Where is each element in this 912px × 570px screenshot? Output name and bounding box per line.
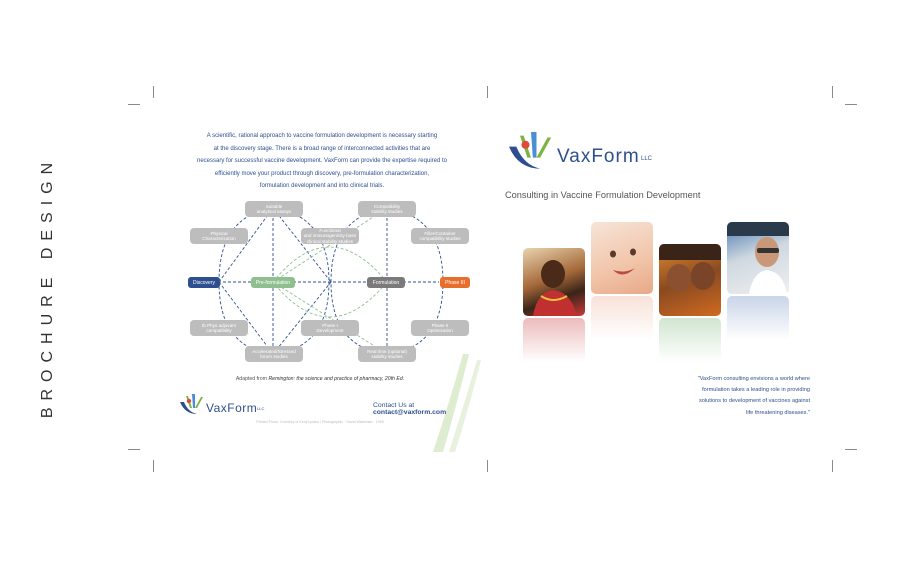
brochure-subtitle: Consulting in Vaccine Formulation Development (505, 190, 701, 200)
contact-email[interactable]: contact@vaxform.com (373, 409, 447, 416)
intro-line: efficiently move your product through discovery, pre-formulation characterization, (214, 170, 430, 177)
indian-children-photo (659, 244, 721, 316)
scientist-face-icon (727, 222, 789, 294)
child-face-icon (523, 248, 585, 316)
intro-line: necessary for successful vaccine development. VaxForm can provide the expertise required to (196, 158, 447, 165)
children-faces-icon (659, 244, 721, 316)
pill-compatibility-stability: Compatibility stability studies (358, 201, 416, 217)
vaxform-logo-small (179, 393, 269, 419)
pill-filler-container: Filler/Container compatibility studies (411, 228, 469, 244)
crop-mark (128, 449, 140, 450)
pill-physical-characterization: Physical Characterization (190, 228, 248, 244)
african-child-photo (523, 248, 585, 316)
photo-strip (523, 222, 813, 362)
pill-functional-stability: Functional and immunogenicity-base clinical stability studies (301, 228, 359, 244)
pill-adjuvant-compat: Ib Phys adjuvant compatibility (190, 320, 248, 336)
pill-accelerated-stability: Accelerated/Stressed forum studies (245, 346, 303, 362)
photo-reflection (523, 318, 585, 362)
intro-line: formulation development and into clinical trials. (259, 183, 385, 190)
node-preformulation: Pre-formulation (251, 277, 295, 288)
brochure-back-page (153, 104, 487, 456)
pill-phase2: Phase II Optimization (411, 320, 469, 336)
intro-line: A scientific, rational approach to vaccine formulation development is necessary starting (206, 133, 438, 139)
adapted-title: Remington: the science and practice of pharmacy, 20th Ed. (268, 376, 405, 382)
photo-reflection (659, 318, 721, 362)
contact-line (373, 402, 487, 416)
crop-mark (487, 460, 488, 472)
vaxform-logo-suffix: LLC (257, 406, 265, 411)
quote-line: solutions to development of vaccines against (698, 398, 810, 405)
pill-phase1: Phase I Development (301, 320, 359, 336)
vaxform-logo-text: VaxForm (557, 146, 640, 167)
pill-suitable-analytical: Suitable analytical assays (245, 201, 303, 217)
adapted-citation (153, 376, 487, 382)
crop-mark (845, 104, 857, 105)
crop-mark (153, 86, 154, 98)
scientist-photo (727, 222, 789, 294)
crop-mark (128, 104, 140, 105)
vaxform-mark-icon (507, 132, 555, 176)
intro-line: at the discovery stage. There is a broad range of interconnected activities that are (213, 145, 431, 152)
vision-quote (660, 374, 810, 419)
photo-credit: Printed Photo: Courtesy of Kenji Iyoaku / Photographic · David Wakeman · 1995 (256, 420, 384, 424)
photo-reflection (591, 296, 653, 340)
contact-prefix: Contact Us at (373, 402, 415, 409)
side-label-text: BROCHURE DESIGN (39, 155, 57, 419)
quote-line: life threatening diseases." (746, 409, 810, 416)
crop-mark (153, 460, 154, 472)
node-phase3: Phase III (440, 277, 470, 288)
vaxform-logo-text: VaxForm (206, 401, 258, 415)
node-formulation: Formulation (367, 277, 405, 288)
side-label (38, 132, 58, 442)
vaxform-logo-large (507, 132, 667, 178)
vaxform-mark-icon (179, 394, 205, 418)
crop-mark (845, 449, 857, 450)
baby-photo (591, 222, 653, 294)
quote-line: "VaxForm consulting envisions a world where (697, 376, 810, 382)
baby-face-icon (591, 222, 653, 294)
crop-mark (487, 86, 488, 98)
crop-mark (832, 86, 833, 98)
brochure-front-page (487, 104, 832, 456)
crop-mark (832, 460, 833, 472)
node-discovery: Discovery (188, 277, 220, 288)
quote-line: formulation takes a leading role in providing (702, 387, 810, 394)
vaxform-logo-suffix: LLC (641, 156, 653, 162)
pill-real-time-stability: Real time (optional) stability studies (358, 346, 416, 362)
adapted-prefix: Adapted from (235, 376, 269, 382)
photo-reflection (727, 296, 789, 340)
